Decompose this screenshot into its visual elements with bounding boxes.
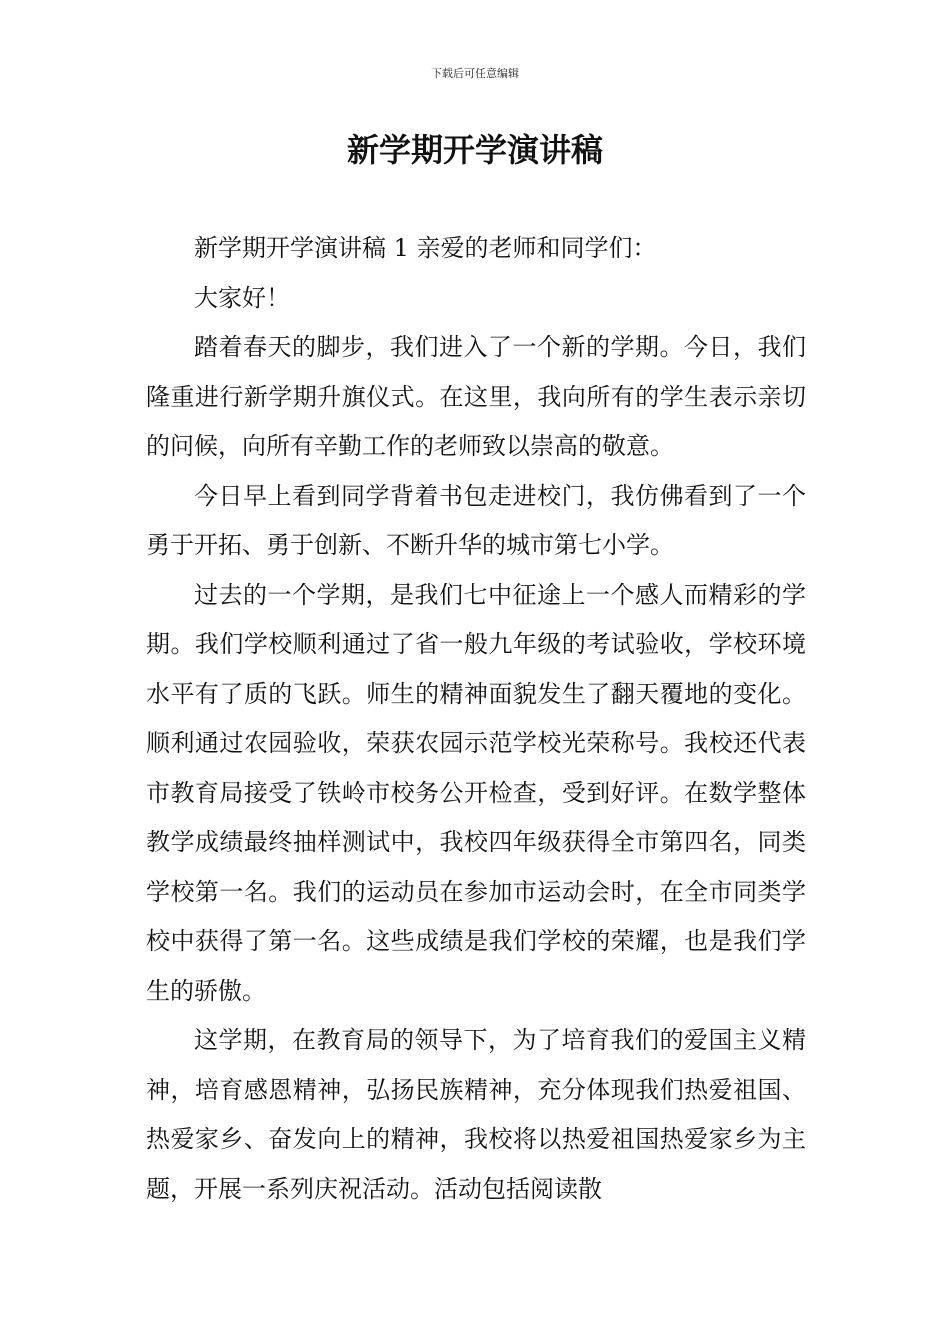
paragraph-greeting: 新学期开学演讲稿 1 亲爱的老师和同学们： [194, 234, 657, 262]
paragraph-morning: 今日早上看到同学背着书包走进校门，我仿佛看到了一个勇于开拓、勇于创新、不断升华的城市第七小学。 [146, 481, 806, 559]
paragraph-hello: 大家好！ [194, 283, 290, 312]
document-body [146, 224, 806, 1214]
paragraph-this-term: 这学期，在教育局的领导下，为了培育我们的爱国主义精神，培育感恩精神，弘扬民族精神，充分体现我们热爱祖国、热爱家乡、奋发向上的精神，我校将以热爱祖国热爱家乡为主题，开展一系列庆祝活动。活动包括阅读散 [146, 1026, 806, 1203]
paragraph-last-term: 过去的一个学期，是我们七中征途上一个感人而精彩的学期。我们学校顺利通过了省一般九年级的考试验收，学校环境水平有了质的飞跃。师生的精神面貌发生了翻天覆地的变化。顺利通过农园验收，荣获农园示范学校光荣称号。我校还代表市教育局接受了铁岭市校务公开检查，受到好评。在数学整体教学成绩最终抽样测试中，我校四年级获得全市第四名，同类学校第一名。我们的运动员在参加市运动会时，在全市同类学校中获得了第一名。这些成绩是我们学校的荣耀，也是我们学生的骄傲。 [146, 580, 806, 1005]
document-title: 新学期开学演讲稿 [346, 131, 603, 169]
paragraph-spring: 踏着春天的脚步，我们进入了一个新的学期。今日，我们隆重进行新学期升旗仪式。在这里，我向所有的学生表示亲切的问候，向所有辛勤工作的老师致以崇高的敬意。 [146, 333, 806, 460]
header-note: 下载后可任意编辑 [431, 67, 519, 80]
